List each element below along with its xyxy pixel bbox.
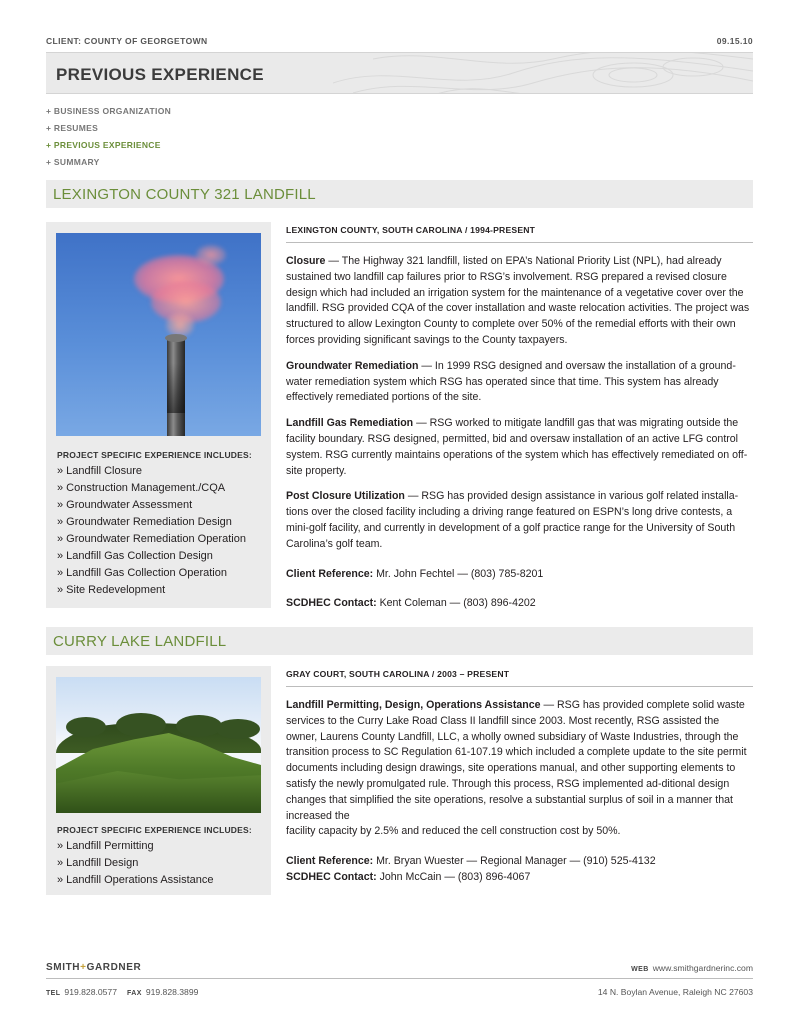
list-item: » Landfill Design bbox=[57, 857, 139, 869]
nav-item-business-organization[interactable]: + BUSINESS ORGANIZATION bbox=[46, 106, 172, 116]
project-title: LEXINGTON COUNTY 321 LANDFILL bbox=[53, 186, 316, 203]
list-item: » Landfill Closure bbox=[57, 465, 142, 477]
description-paragraph: Post Closure Utilization — RSG has provided design assistance in various golf related installa-tions over the closed facility including a driving range featured on ESPN’s long drive contests, a mini-golf facility, and currently in development of a golf practice range for the University of South Carolina’s golf team. bbox=[286, 490, 739, 550]
footer-divider bbox=[46, 978, 753, 979]
footer-phone: TEL 919.828.0577 FAX 919.828.3899 bbox=[46, 987, 199, 997]
experience-list bbox=[57, 464, 246, 600]
fax-number: 919.828.3899 bbox=[145, 987, 199, 997]
description-paragraph: Landfill Permitting, Design, Operations Assistance — RSG has provided complete solid waste services to the Curry Lake Road Class II landfill since 2003. Most recently, RSG assisted the owner, Laurens County Landfill, LLC, a wholly owned subsidiary of Waste Industries, through the transition process to SC Regulation 61-107.19 which included a complete update to the site permit documents including design drawings, site operations manual, and other supporting elements to satisfy the newly promulgated rule. Through this process, RSG implemented ad-ditional design changes that simplified the site operations, resolve a substantial surplus of soil in a manner that increased the facility capacity by 2.5% and reduced the cell construction cost by 50%. bbox=[286, 699, 747, 838]
list-item: » Construction Management./CQA bbox=[57, 482, 226, 494]
project-description bbox=[286, 225, 753, 622]
description-paragraph: Landfill Gas Remediation — RSG worked to mitigate landfill gas that was migrating outside the facility boundary. RSG designed, permitted, bid and oversaw installation of an active LFG control system. RSG currently maintains operations of the system which has effectively remediated on off-site property. bbox=[286, 417, 748, 477]
list-item: » Groundwater Assessment bbox=[57, 499, 193, 511]
topographic-pattern-icon bbox=[333, 53, 753, 94]
phone-number: 919.828.0577 bbox=[64, 987, 117, 997]
footer-website: WEB www.smithgardnerinc.com bbox=[631, 963, 753, 973]
list-item: » Landfill Gas Collection Operation bbox=[57, 567, 227, 579]
footer-address: 14 N. Boylan Avenue, Raleigh NC 27603 bbox=[597, 987, 753, 997]
section-nav bbox=[46, 106, 171, 174]
list-item: » Groundwater Remediation Design bbox=[57, 516, 232, 528]
document-date: 09.15.10 bbox=[716, 36, 753, 46]
list-item: » Landfill Gas Collection Design bbox=[57, 550, 213, 562]
list-item: » Landfill Operations Assistance bbox=[57, 874, 214, 886]
document-header bbox=[46, 36, 753, 48]
project-title: CURRY LAKE LANDFILL bbox=[53, 633, 227, 650]
experience-list bbox=[57, 839, 214, 890]
description-paragraph: Closure — The Highway 321 landfill, listed on EPA’s National Priority List (NPL), had already sustained two landfill cap failures prior to RSG’s involvement. RSG prepared a revised closure design which had included an irrigation system for the maintenance of a vegetative cover over the landfill. RSG provided CQA of the cover installation and waste relocation activities. The project was structured to allow Lexington County to complete over 50% of the remedial efforts with their own forces providing significant savings to the County taxpayers. bbox=[286, 255, 750, 346]
website-link[interactable]: www.smithgardnerinc.com bbox=[652, 963, 753, 973]
client-reference: Client Reference: Mr. Bryan Wuester — Regional Manager — (910) 525-4132 bbox=[286, 855, 656, 868]
project-location: GRAY COURT, SOUTH CAROLINA / 2003 – PRESENT bbox=[286, 669, 753, 687]
scdhec-contact: SCDHEC Contact: John McCain — (803) 896-4067 bbox=[286, 870, 531, 883]
scdhec-contact: SCDHEC Contact: Kent Coleman — (803) 896-4202 bbox=[286, 597, 536, 610]
project-sidebar bbox=[46, 222, 271, 608]
list-item: » Groundwater Remediation Operation bbox=[57, 533, 246, 545]
page-title: PREVIOUS EXPERIENCE bbox=[56, 65, 264, 84]
experience-list-heading: PROJECT SPECIFIC EXPERIENCE INCLUDES: bbox=[57, 825, 252, 835]
nav-item-previous-experience[interactable]: + PREVIOUS EXPERIENCE bbox=[46, 140, 161, 150]
flare-stack-photo bbox=[56, 233, 261, 436]
list-item: » Landfill Permitting bbox=[57, 840, 154, 852]
list-item: » Site Redevelopment bbox=[57, 584, 166, 596]
page-title-bar bbox=[46, 52, 753, 94]
client-reference: Client Reference: Mr. John Fechtel — (803) 785-8201 bbox=[286, 567, 544, 580]
nav-item-resumes[interactable]: + RESUMES bbox=[46, 123, 99, 133]
client-label: CLIENT: bbox=[46, 36, 82, 46]
project-location: LEXINGTON COUNTY, SOUTH CAROLINA / 1994-PRESENT bbox=[286, 225, 753, 243]
description-paragraph: Groundwater Remediation — In 1999 RSG designed and oversaw the installation of a ground-water remediation system which RSG has operated since that time. This system has already effectively remediated portions of the site. bbox=[286, 359, 736, 404]
project-description bbox=[286, 669, 753, 886]
experience-list-heading: PROJECT SPECIFIC EXPERIENCE INCLUDES: bbox=[57, 450, 252, 460]
project-title-bar bbox=[46, 180, 753, 208]
client-name: COUNTY OF GEORGETOWN bbox=[84, 36, 208, 46]
project-sidebar bbox=[46, 666, 271, 895]
project-title-bar bbox=[46, 627, 753, 655]
company-logo: SMITH+GARDNER bbox=[46, 962, 142, 973]
nav-item-summary[interactable]: + SUMMARY bbox=[46, 157, 100, 167]
landfill-hill-photo bbox=[56, 677, 261, 813]
